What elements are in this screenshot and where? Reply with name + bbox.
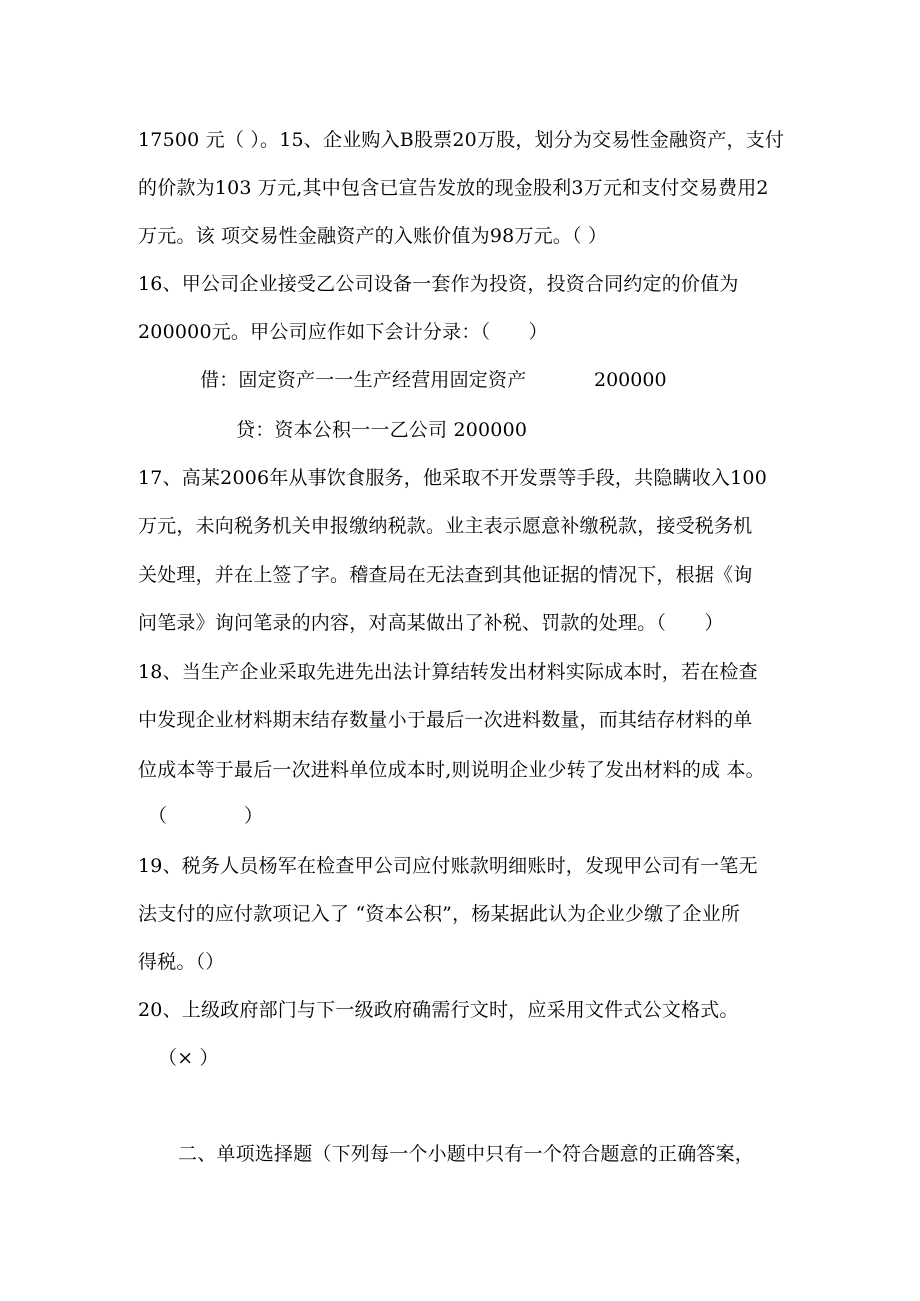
text-line: 得税。（）	[138, 951, 225, 973]
text-line: 的价款为103 万元,其中包含已宣告发放的现金股利3万元和支付交易费用2	[138, 177, 769, 199]
text-line: 位成本等于最后一次进料单位成本时,则说明企业少转了发出材料的成 本。	[138, 759, 765, 781]
question-20: 20、上级政府部门与下一级政府确需行文时，应采用文件式公文格式。	[138, 999, 739, 1021]
answer-blank: （ ）	[148, 805, 264, 827]
text-line: 问笔录》询问笔录的内容，对高某做出了补税、罚款的处理。（ ）	[138, 612, 724, 634]
text-line: 17500 元（ ）。15、企业购入B股票20万股，划分为交易性金融资产，支付	[138, 129, 785, 151]
text-line: 中发现企业材料期末结存数量小于最后一次进料数量，而其结存材料的单	[138, 709, 753, 731]
text-line: 万元，未向税务机关申报缴纳税款。业主表示愿意补缴税款，接受税务机	[138, 515, 753, 537]
question-17: 17、高某2006年从事饮食服务，他采取不开发票等手段，共隐瞒收入100	[138, 467, 767, 489]
answer-mark: （× ）	[158, 1047, 219, 1069]
text-line: 关处理，并在上签了字。稽查局在无法查到其他证据的情况下，根据《询	[138, 564, 753, 586]
section-heading: 二、单项选择题（下列每一个小题中只有一个符合题意的正确答案，	[178, 1143, 755, 1165]
question-19: 19、税务人员杨军在检查甲公司应付账款明细账时，发现甲公司有一笔无	[138, 855, 758, 877]
debit-amount: 200000	[594, 369, 667, 391]
text-line: 法支付的应付款项记入了 “资本公积”，杨某据此认为企业少缴了企业所	[138, 903, 741, 925]
text-line: 万元。该 项交易性金融资产的入账价值为98万元。（ ）	[138, 225, 608, 247]
debit-entry: 借：固定资产一一生产经营用固定资产	[200, 369, 527, 391]
credit-entry: 贷：资本公积一一乙公司 200000	[236, 419, 528, 441]
question-16: 16、甲公司企业接受乙公司设备一套作为投资，投资合同约定的价值为	[138, 273, 739, 295]
question-18: 18、当生产企业采取先进先出法计算结转发出材料实际成本时，若在检查	[138, 661, 758, 683]
text-line: 200000元。甲公司应作如下会计分录：（ ）	[138, 321, 548, 343]
